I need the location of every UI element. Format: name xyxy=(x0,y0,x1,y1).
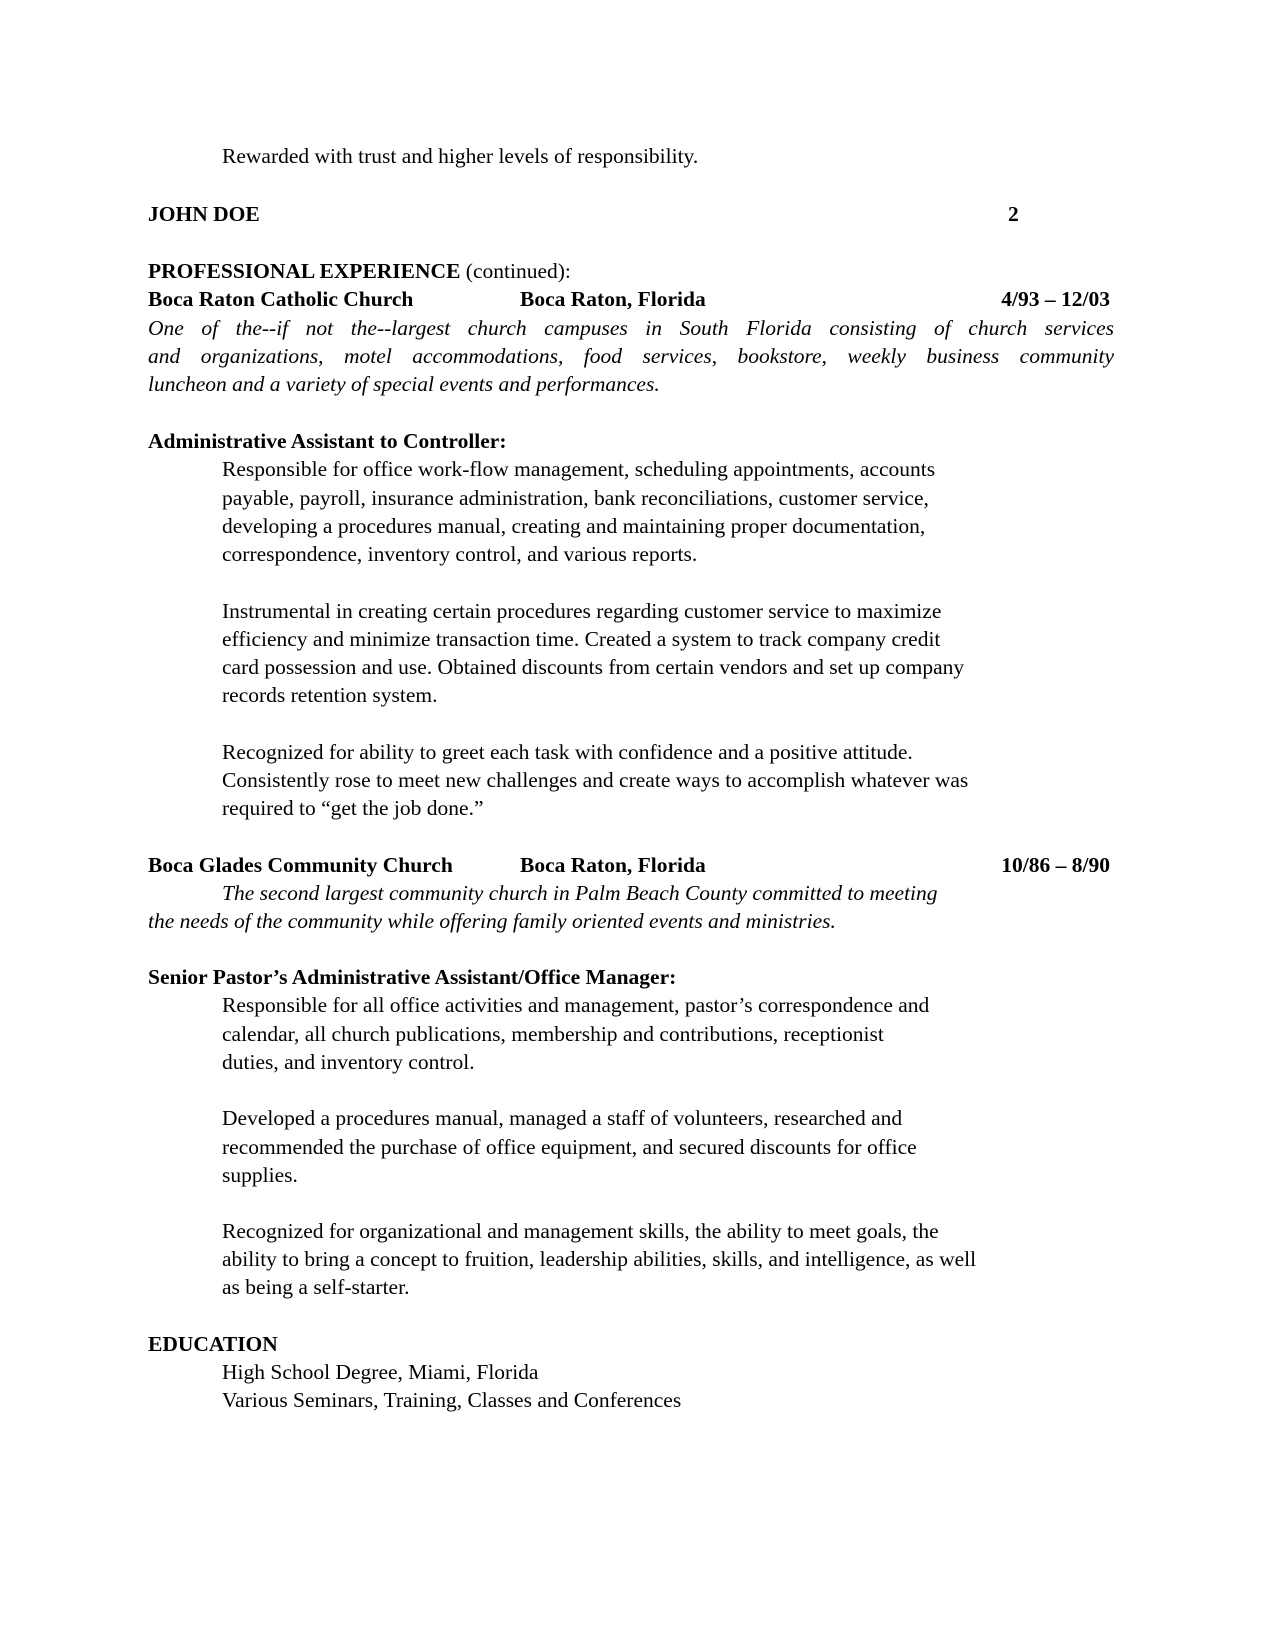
job1-description-line: One of the--if not the--largest church campuses in South Florida consisting of church services xyxy=(148,316,1114,340)
job1-para2-line: card possession and use. Obtained discounts from certain vendors and set up company xyxy=(222,655,965,679)
job2-para3-line: Recognized for organizational and management skills, the ability to meet goals, the xyxy=(222,1219,939,1243)
job1-para3-line: Recognized for ability to greet each task with confidence and a positive attitude. xyxy=(222,740,913,764)
job2-description-line: the needs of the community while offering family oriented events and ministries. xyxy=(148,909,836,933)
education-item: Various Seminars, Training, Classes and Conferences xyxy=(222,1388,682,1412)
job2-para1-line: Responsible for all office activities and management, pastor’s correspondence and xyxy=(222,993,930,1017)
job2-para2-line: recommended the purchase of office equipment, and secured discounts for office xyxy=(222,1135,917,1159)
header-name: JOHN DOE xyxy=(148,202,260,226)
job1-description-line: and organizations, motel accommodations, food services, bookstore, weekly business community xyxy=(148,344,1114,368)
job1-para2-line: records retention system. xyxy=(222,683,438,707)
job1-title: Administrative Assistant to Controller: xyxy=(148,429,507,453)
education-item: High School Degree, Miami, Florida xyxy=(222,1360,539,1384)
job1-para2-line: efficiency and minimize transaction time. Created a system to track company credit xyxy=(222,627,941,651)
continued-text: Rewarded with trust and higher levels of responsibility. xyxy=(222,144,699,168)
job2-para3-line: as being a self-starter. xyxy=(222,1275,410,1299)
job2-location: Boca Raton, Florida xyxy=(520,853,706,877)
job1-para3-line: Consistently rose to meet new challenges and create ways to accomplish whatever was xyxy=(222,768,969,792)
job1-description-line: luncheon and a variety of special events and performances. xyxy=(148,372,660,396)
job2-para3-line: ability to bring a concept to fruition, leadership abilities, skills, and intelligence, as well xyxy=(222,1247,977,1271)
job2-para1-line: duties, and inventory control. xyxy=(222,1050,475,1074)
section-heading-experience xyxy=(148,257,571,286)
job2-title: Senior Pastor’s Administrative Assistant/Office Manager: xyxy=(148,965,677,989)
job1-para2-line: Instrumental in creating certain procedures regarding customer service to maximize xyxy=(222,599,942,623)
job2-dates: 10/86 – 8/90 xyxy=(1001,853,1110,877)
job1-dates: 4/93 – 12/03 xyxy=(1001,287,1110,311)
job1-location: Boca Raton, Florida xyxy=(520,287,706,311)
page-number: 2 xyxy=(1008,202,1019,226)
job2-para2-line: supplies. xyxy=(222,1163,298,1187)
job2-para2-line: Developed a procedures manual, managed a staff of volunteers, researched and xyxy=(222,1106,903,1130)
education-heading: EDUCATION xyxy=(148,1332,278,1356)
job1-para1-line: correspondence, inventory control, and various reports. xyxy=(222,542,698,566)
job2-para1-line: calendar, all church publications, membership and contributions, receptionist xyxy=(222,1022,884,1046)
experience-heading: PROFESSIONAL EXPERIENCE xyxy=(148,259,461,283)
job1-para3-line: required to “get the job done.” xyxy=(222,796,484,820)
job2-employer: Boca Glades Community Church xyxy=(148,853,453,877)
job1-para1-line: developing a procedures manual, creating and maintaining proper documentation, xyxy=(222,514,926,538)
job2-description-line: The second largest community church in Palm Beach County committed to meeting xyxy=(222,881,938,905)
experience-heading-suffix: (continued): xyxy=(460,259,571,283)
job1-employer: Boca Raton Catholic Church xyxy=(148,287,414,311)
job1-para1-line: payable, payroll, insurance administration, bank reconciliations, customer service, xyxy=(222,486,929,510)
job1-para1-line: Responsible for office work-flow management, scheduling appointments, accounts xyxy=(222,457,936,481)
